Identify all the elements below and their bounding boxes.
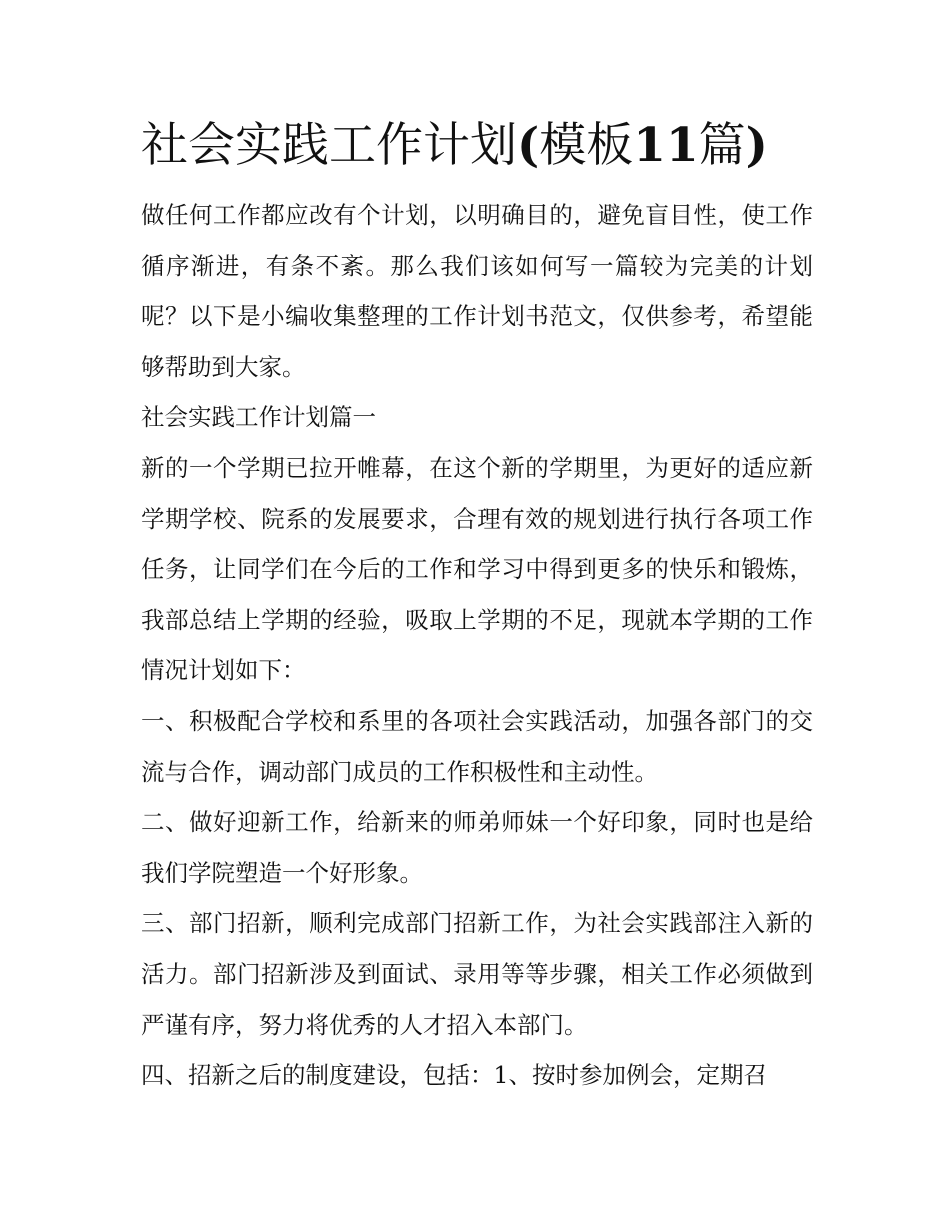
- section-heading: 社会实践工作计划篇一: [141, 403, 376, 432]
- list-item: 一、积极配合学校和系里的各项社会实践活动，加强各部门的交流与合作，调动部门成员的工作积极性和主动性。: [141, 706, 813, 786]
- body-paragraph: 新的一个学期已拉开帷幕，在这个新的学期里，为更好的适应新学期学校、院系的发展要求，合理有效的规划进行执行各项工作任务，让同学们在今后的工作和学习中得到更多的快乐和锻炼，我部总结上学期的经验，吸取上学期的不足，现就本学期的工作情况计划如下：: [141, 453, 813, 685]
- intro-paragraph: 做任何工作都应改有个计划，以明确目的，避免盲目性，使工作循序渐进，有条不紊。那么我们该如何写一篇较为完美的计划呢？以下是小编收集整理的工作计划书范文，仅供参考，希望能够帮助到大家。: [141, 201, 813, 381]
- list-item: 四、招新之后的制度建设，包括：1、按时参加例会，定期召: [141, 1061, 767, 1090]
- document-title: 社会实践工作计划(模板11篇): [141, 118, 768, 173]
- list-item: 三、部门招新，顺利完成部门招新工作，为社会实践部注入新的活力。部门招新涉及到面试、录用等等步骤，相关工作必须做到严谨有序，努力将优秀的人才招入本部门。: [141, 909, 813, 1039]
- list-item: 二、做好迎新工作，给新来的师弟师妹一个好印象，同时也是给我们学院塑造一个好形象。: [141, 808, 813, 887]
- document-body: [141, 112, 813, 1101]
